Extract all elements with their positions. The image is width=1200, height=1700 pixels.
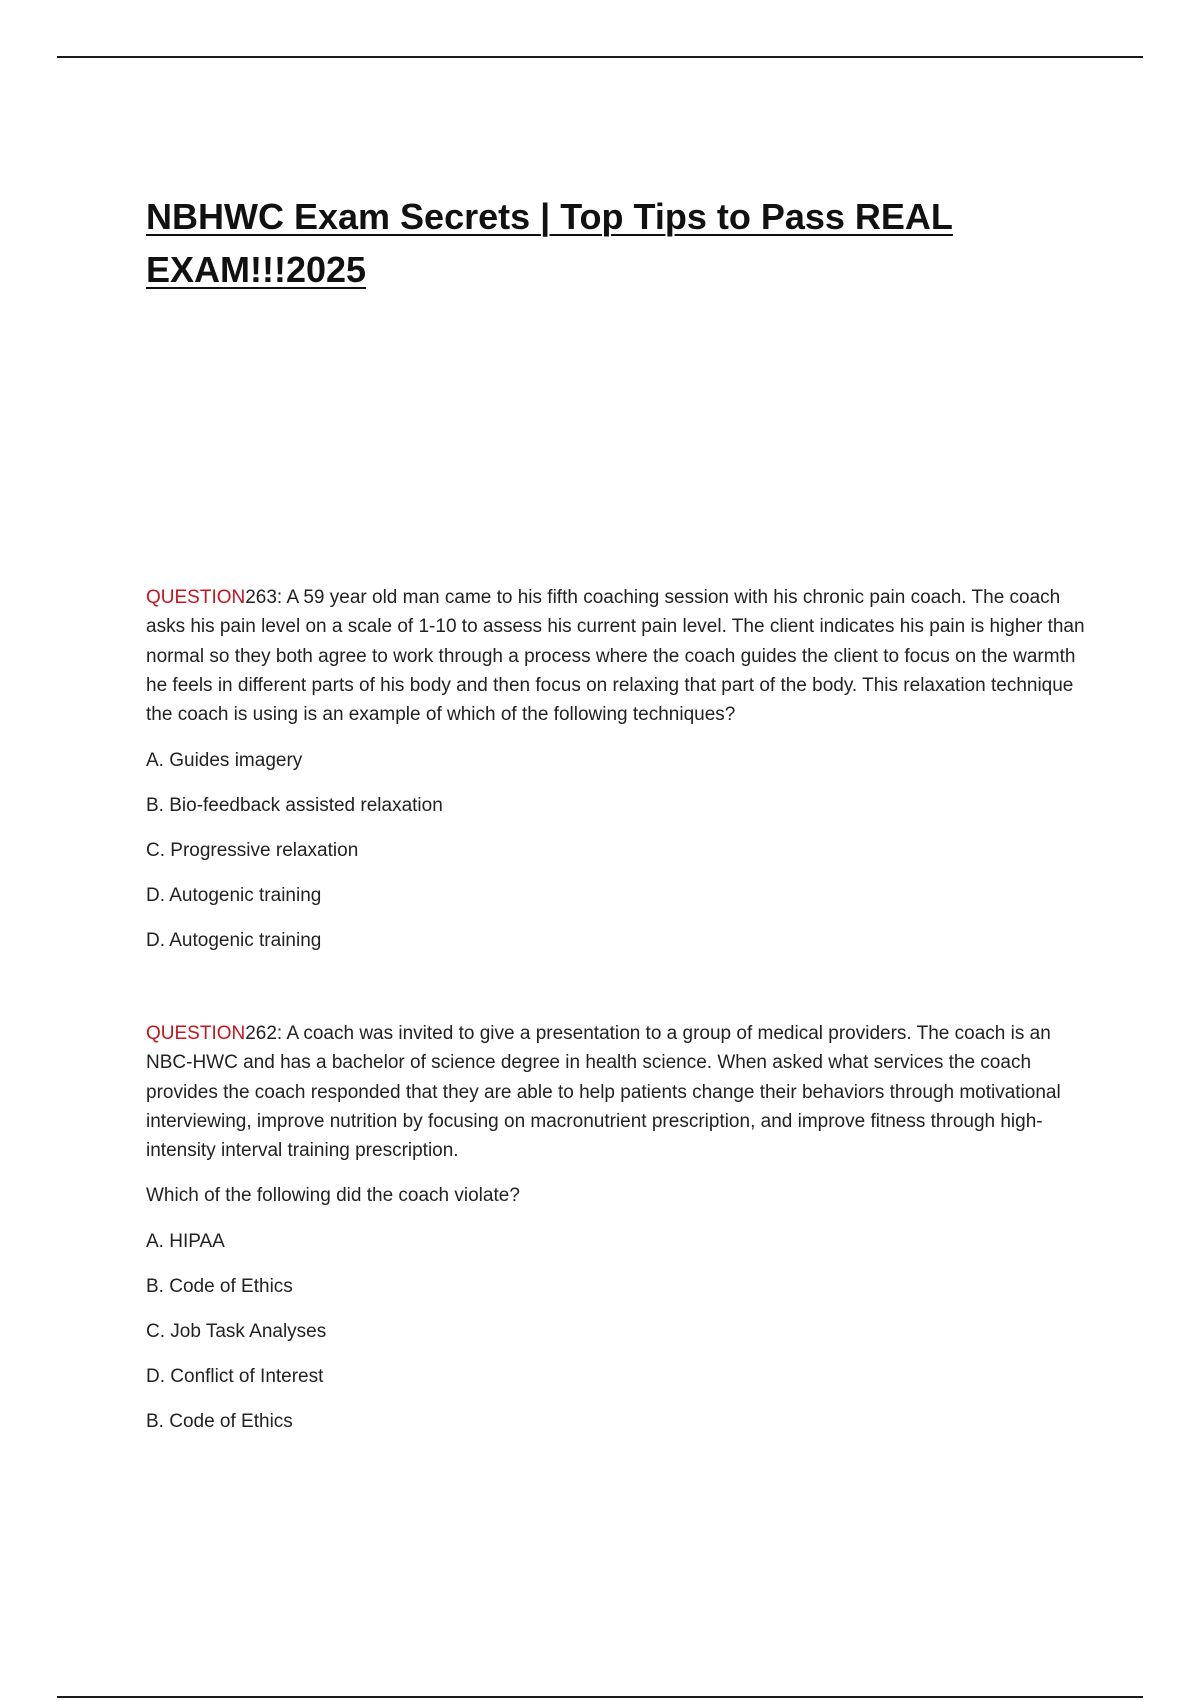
option-a: A. HIPAA — [146, 1231, 225, 1253]
option-c: C. Progressive relaxation — [146, 840, 359, 862]
question-label: QUESTION — [146, 587, 246, 608]
header-rule — [57, 56, 1143, 58]
question-body: 263: A 59 year old man came to his fifth coaching session with his chronic pain coach. The coach asks his pain level on a scale of 1-10 to assess his current pain level. The client indicates his pain is higher than normal so they both agree to work through a process where the coach guides the client to focus on the warmth he feels in different parts of his body and then focus on relaxing that part of the body. This relaxation technique the coach is using is an example of which of the following techniques? — [146, 587, 1085, 726]
option-d: D. Conflict of Interest — [146, 1366, 324, 1388]
question-text — [146, 583, 1086, 729]
option-d: D. Autogenic training — [146, 885, 322, 907]
footer-rule — [57, 1696, 1143, 1698]
option-a: A. Guides imagery — [146, 750, 303, 772]
question-body: 262: A coach was invited to give a presentation to a group of medical providers. The coach is an NBC-HWC and has a bachelor of science degree in health science. When asked what services the coach provides the coach responded that they are able to help patients change their behaviors through motivational interviewing, improve nutrition by focusing on macronutrient prescription, and improve fitness through high-intensity interval training prescription. — [146, 1023, 1061, 1162]
question-prompt: Which of the following did the coach violate? — [146, 1185, 520, 1207]
question-263 — [146, 583, 1086, 971]
correct-answer: B. Code of Ethics — [146, 1411, 293, 1433]
question-text — [146, 1019, 1086, 1165]
document-title: NBHWC Exam Secrets | Top Tips to Pass REAL EXAM!!!2025 — [146, 196, 953, 290]
question-label: QUESTION — [146, 1023, 246, 1044]
option-c: C. Job Task Analyses — [146, 1321, 327, 1343]
question-262 — [146, 1019, 1086, 1452]
answer-options — [146, 1227, 1086, 1436]
option-b: B. Bio-feedback assisted relaxation — [146, 795, 443, 817]
option-b: B. Code of Ethics — [146, 1276, 293, 1298]
answer-options — [146, 746, 1086, 955]
correct-answer: D. Autogenic training — [146, 930, 322, 952]
